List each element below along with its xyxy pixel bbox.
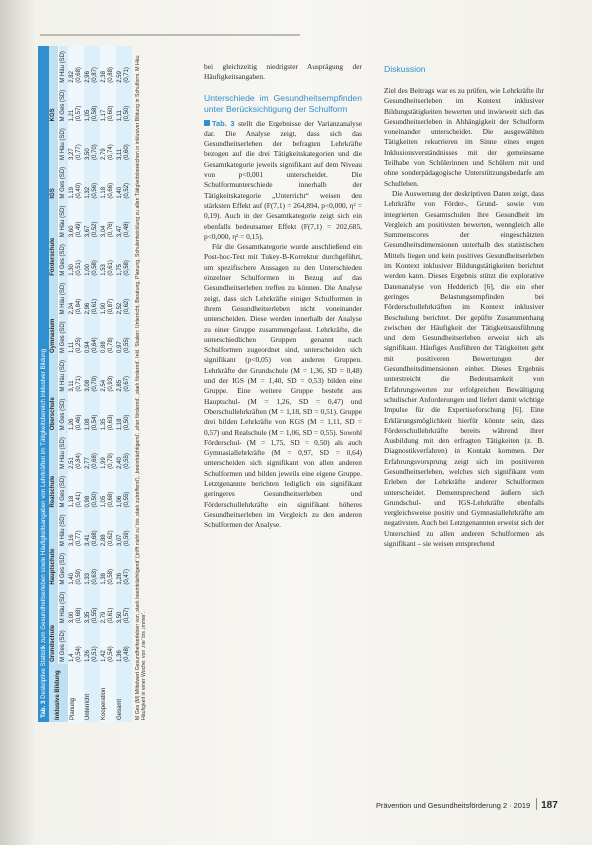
table-caption <box>38 46 49 722</box>
table-cell: 1,11 (0,50) <box>116 85 132 124</box>
table-reference-label: Tab. 3 <box>212 118 235 128</box>
table-row <box>100 46 116 722</box>
table-sub-header <box>59 46 69 722</box>
table-cell: 1,99 (0,79) <box>100 432 116 471</box>
page-footer <box>376 798 566 811</box>
journal-name: Prävention und Gesundheitsförderung 2 · 2019 <box>376 801 531 810</box>
table-cell: 2,79 (0,61) <box>100 587 116 626</box>
discussion-paragraph-2: Die Auswertung der deskriptiven Daten zeigt, dass Lehrkräfte von Förder-, Grund- sowie von integrierten Gesamtschulen ihre Gesundheit im Vergleich am positivsten bewerten, wenngleich alle Summenscores der eingeschätzten Gesundheitsdimensionen unterhalb des statistischen Mittels liegen und kein positives Gesundheitserleben im Kontext inklusiver Bildungstätigkeiten berichtet werden kann. Dieses Ergebnis stützt die explorative Datenanalyse von Heddericb [6], die ein eher geringes Belastungsempfinden bei Förderschullehrkräften im Kontext inklusiver Beschulung berichtet. Der gepüfte Zusammenhang zwischen der Häufigkeit der Tätigkeitsausführung und dem Gesundheitserleben erweist sich als signifikant. Häufiges Ausführen der Tätigkeiten geht mit positiveren Bewertungen der Gesundheitsdimensionen einher. Dieses Ergebnis unterstreicht die Bedeutsamkeit von Erfahrungswerten zur erfolgreichen Bewältigung schulischer Anforderungen und liefert damit wichtige Impulse für die Expertiseforschung [6]. Eine Erklärungsmöglichkeit hierfür könnte sein, dass Förderschullehrkräfte bereits während ihrer Ausbildung mit den erfragten Tätigkeiten (z. B. Diagnostikverfahren) in Kontakt kommen. Der Erfahrungsvorsprung zeigt sich im positiveren Gesundheitserleben, welches sich signifikant vom Erleben der Lehrkräfte anderer Schulformen unterscheidet. Dementsprechend äußern sich Grundschul- und IGS-Lehrkräfte ebenfalls vergleichsweise positiv und Gymnasiallehrkräfte am negativsten. Auch bei Letztgenannten erweist sich der Unterschied zu allen anderen Schulformen als signifikant – sie weisen entsprechend <box>384 188 544 549</box>
table-cell: 2,24 (0,84) <box>68 278 84 317</box>
table-cell: 1,30 (0,51) <box>68 239 84 278</box>
metric-subheader: M Ges (SD) <box>59 548 69 587</box>
table-cell: 2,77 (0,68) <box>84 432 100 471</box>
school-header: Oberschule <box>49 355 59 432</box>
school-header: Gymnasium <box>49 278 59 355</box>
table-reference[interactable] <box>204 119 235 128</box>
table-cell: 1,26 (0,46) <box>68 394 84 433</box>
table-cell: 2,38 (0,88) <box>100 46 116 85</box>
page-number: 187 <box>541 800 558 811</box>
table-cell: 1,26 (0,47) <box>116 548 132 587</box>
table-cell: 2,59 (0,71) <box>116 46 132 85</box>
table-cell: 1,32 (0,56) <box>84 162 100 201</box>
metric-subheader: M Häu (SD) <box>59 432 69 471</box>
table-corner-label: Inklusive Bildung <box>49 664 68 722</box>
section-heading-schulform: Unterschiede im Gesundheitsempfinden unter Berücksichtigung der Schulform <box>204 92 362 114</box>
rotated-table-area <box>38 46 200 722</box>
table-note: M Ges (M) Mittelwert Gesundheitserleben von ‚stark beeinträchtigend' (‚trifft nicht zu' bis ‚stark zutreffend'), ‚beeinträchtigend', ‚eher fördernd', ‚stark fördernd'. Inkl. Skalen: Unterricht, Beratung, Planung, Schulentwicklung zu allen Tätigkeitsbereichen in inklusiver Bildung in Schulform. M Häu Häufigkeit in einer Woche: von ‚nie' bis ‚immer'. <box>135 55 148 720</box>
metric-subheader: M Häu (SD) <box>59 355 69 394</box>
table-ref-square-icon <box>204 120 210 126</box>
metric-subheader: M Ges (SD) <box>59 625 69 664</box>
table-cell: 1,40 (0,59) <box>68 548 84 587</box>
metric-subheader: M Häu (SD) <box>59 587 69 626</box>
table-cell: 2,51 (0,84) <box>68 432 84 471</box>
table-cell: 2,96 (0,61) <box>84 278 100 317</box>
metric-subheader: M Häu (SD) <box>59 509 69 548</box>
table-cell: 2,82 (0,68) <box>68 46 84 85</box>
table-cell: 2,54 (0,93) <box>100 355 116 394</box>
table-cell: 1,53 (0,61) <box>100 239 116 278</box>
table-cell: 1,90 (0,87) <box>100 278 116 317</box>
table-body <box>68 46 132 722</box>
table-cell: 3,41 (0,68) <box>84 509 100 548</box>
table-cell: 3,16 (0,77) <box>68 509 84 548</box>
school-header: IGS <box>49 123 59 200</box>
table-cell: 2,79 (0,74) <box>100 123 116 162</box>
table-cell: 2,88 (0,62) <box>100 509 116 548</box>
table-row <box>68 46 84 722</box>
table-cell: 3,35 (0,55) <box>84 587 100 626</box>
metric-subheader: M Ges (SD) <box>59 394 69 433</box>
table-cell: 3,27 (0,77) <box>68 123 84 162</box>
metric-subheader: M Ges (SD) <box>59 471 69 510</box>
table-cell: 1,05 (0,58) <box>84 85 100 124</box>
results-paragraph-1 <box>204 119 362 243</box>
row-label: Gesamt <box>116 664 132 722</box>
table-cell: 1,18 (0,41) <box>68 471 84 510</box>
intro-paragraph: bei gleichzeitig niedrigster Ausprägung der Häufigkeitsangaben. <box>204 62 362 82</box>
results-paragraph-1-text: stellt die Ergebnisse der Varianzanalyse dar. Die Analyse zeigt, dass sich das Gesundheitserleben der befragten Lehrkräfte bezogen auf die drei Tätigkeitskategorien und die Gesamtkategorie jeweils signifikant auf dem Niveau von p<0,001 unterscheidet. Die Schulformunterschiede innerhalb der Tätigkeitskategorie „Unterricht“ weisen den stärksten Effekt auf (F(7,1) = 264,894, p<0,000, η² = 0,19). Auch in der Gesamtkategorie zeigt sich ein ebenfalls bedeutsamer Effekt (F(7,1) = 202,685, p<0,000, η² = 0,15). <box>204 118 362 241</box>
text-column-1 <box>204 62 362 530</box>
table-grid <box>49 46 132 722</box>
table-cell: 1,38 (0,58) <box>100 548 116 587</box>
table-cell: 1,18 (0,66) <box>100 162 116 201</box>
table-cell: 1,36 (0,48) <box>116 625 132 664</box>
table-cell: 3,47 (0,48) <box>116 201 132 240</box>
table-cell: 3,04 (0,76) <box>100 201 116 240</box>
metric-subheader: M Häu (SD) <box>59 201 69 240</box>
table-cell: 1,33 (0,63) <box>84 548 100 587</box>
table-cell: 2,52 (0,62) <box>116 278 132 317</box>
table-cell: 1,40 (0,52) <box>116 162 132 201</box>
table-cell: 1,21 (0,57) <box>68 85 84 124</box>
footer-separator <box>536 798 537 810</box>
table-cell: 0,88 (0,78) <box>100 316 116 355</box>
table-row <box>84 46 100 722</box>
table-cell: 2,85 (0,67) <box>116 355 132 394</box>
row-label: Unterricht <box>84 664 100 722</box>
header-rule <box>40 34 300 36</box>
table-cell: 1,42 (0,54) <box>100 625 116 664</box>
school-header: Realschule <box>49 432 59 509</box>
table-cell: 2,96 (0,87) <box>84 46 100 85</box>
row-label: Planung <box>68 664 84 722</box>
metric-subheader: M Ges (SD) <box>59 239 69 278</box>
results-paragraph-2: Für die Gesamtkategorie wurde anschließend ein Post-hoc-Test mit Tukey-B-Korrektur durchgeführt, um spezifischere Aussagen zu den Unterschieden einzelner Schulformen in Bezug auf das Gesundheitserleben treffen zu können. Die Analyse zeigt, dass sich Lehrkräfte einiger Schulformen in ihrem Gesundheitserleben nicht voneinander unterscheiden. Diese werden innerhalb der Analyse zu einer Gruppe zusammengefasst. Lehrkräfte, die unterschiedlichen Gruppen genannt nach Schulformen zugeordnet sind, unterscheiden sich signifikant (p<0,05) von anderen Gruppen. Lehrkräfte der Grundschule (M = 1,36, SD = 0,48) und der IGS (M = 1,40, SD = 0,53) bilden eine Gruppe. Eine weitere Gruppe besteht aus Hauptschul- (M = 1,26, SD = 0,47) und Oberschullehrkräften (M = 1,18, SD = 0,51). Gruppe drei bilden Lehrkräfte von KGS (M = 1,11, SD = 0,57) und Realschule (M = 1,06, SD = 0,55). Sowohl Förderschul- (M = 1,75, SD = 0,50) als auch Gymnasiallehrkräfte (M = 0,97, SD = 0,64) unterscheiden sich signifikant von allen anderen Schulformen und bilden jeweils eine eigene Gruppe. Letztgenannte berichten lediglich ein signifikant geringeres Gesundheitserleben und Förderschullehrkräfte ein signifikant höheres Gesundheitserleben im Vergleich zu den anderen Schulformen der Analyse. <box>204 242 362 530</box>
table-cell: 1,17 (0,60) <box>100 85 116 124</box>
table-cell: 1,18 (0,50) <box>116 394 132 433</box>
table-cell: 2,40 (0,55) <box>116 432 132 471</box>
table-caption-label: Tab. 3 <box>40 700 47 718</box>
metric-subheader: M Häu (SD) <box>59 278 69 317</box>
row-label: Kooperation <box>100 664 116 722</box>
metric-subheader: M Ges (SD) <box>59 85 69 124</box>
table-cell: 3,60 (0,49) <box>68 201 84 240</box>
text-column-2 <box>384 86 544 549</box>
table-caption-text: Deskriptive Statistik zum Gesundheitserleben sowie Häufigkeitsangaben von Lehrkräften im Tätigkeitsbereich Inklusiver Bildung <box>40 348 47 699</box>
table-cell: 0,98 (0,50) <box>84 471 100 510</box>
table-cell: 1,00 (0,58) <box>84 239 100 278</box>
metric-subheader: M Ges (SD) <box>59 316 69 355</box>
table-3 <box>38 46 200 722</box>
metric-subheader: M Häu (SD) <box>59 46 69 85</box>
section-heading-diskussion: Diskussion <box>384 64 426 74</box>
table-cell: 3,00 (0,68) <box>68 587 84 626</box>
table-cell: 1,4 (0,54) <box>68 625 84 664</box>
table-cell: 3,67 (0,52) <box>84 201 100 240</box>
table-row <box>116 46 132 722</box>
metric-subheader: M Häu (SD) <box>59 123 69 162</box>
school-header: Hauptschule <box>49 509 59 586</box>
table-cell: 0,94 (0,64) <box>84 316 100 355</box>
table-cell: 1,08 (0,54) <box>84 394 100 433</box>
table-cell: 1,26 (0,51) <box>84 625 100 664</box>
table-cell: 1,06 (0,55) <box>116 471 132 510</box>
table-cell: 1,19 (0,40) <box>68 162 84 201</box>
school-header: Förderschule <box>49 201 59 278</box>
school-header: KGS <box>49 46 59 123</box>
discussion-paragraph-1: Ziel des Beitrags war es zu prüfen, wie Lehrkräfte ihr Gesundheitserleben im Kontext inklusiver Bildungstätigkeiten bewerten und inwieweit sich das Gesundheitserleben in Abhängigkeit der Schulform voneinander unterscheidet. Die ausgewählten Tätigkeiten rekurrieren im Sinne eines engen Inklusionsverständnisses mit der gemeinsame Teilhabe von Schülerinnen und Schülern mit und ohne sonderpädagogische Unterstützungsbedarfe am Schulleben. <box>384 86 544 188</box>
table-cell: 3,08 (0,79) <box>84 355 100 394</box>
table-cell: 3,50 (0,70) <box>84 123 100 162</box>
table-cell: 1,35 (0,63) <box>100 394 116 433</box>
table-cell: 3,50 (0,57) <box>116 587 132 626</box>
school-header: Grundschule <box>49 587 59 664</box>
table-group-header <box>49 46 59 722</box>
table-cell: 3,11 (0,71) <box>68 355 84 394</box>
table-cell: 3,11 (0,60) <box>116 123 132 162</box>
table-cell: 3,07 (0,59) <box>116 509 132 548</box>
table-cell: 1,05 (0,68) <box>100 471 116 510</box>
table-cell: 1,75 (0,58) <box>116 239 132 278</box>
table-cell: 1,11 (0,25) <box>68 316 84 355</box>
table-cell: 0,97 (0,55) <box>116 316 132 355</box>
metric-subheader: M Ges (SD) <box>59 162 69 201</box>
